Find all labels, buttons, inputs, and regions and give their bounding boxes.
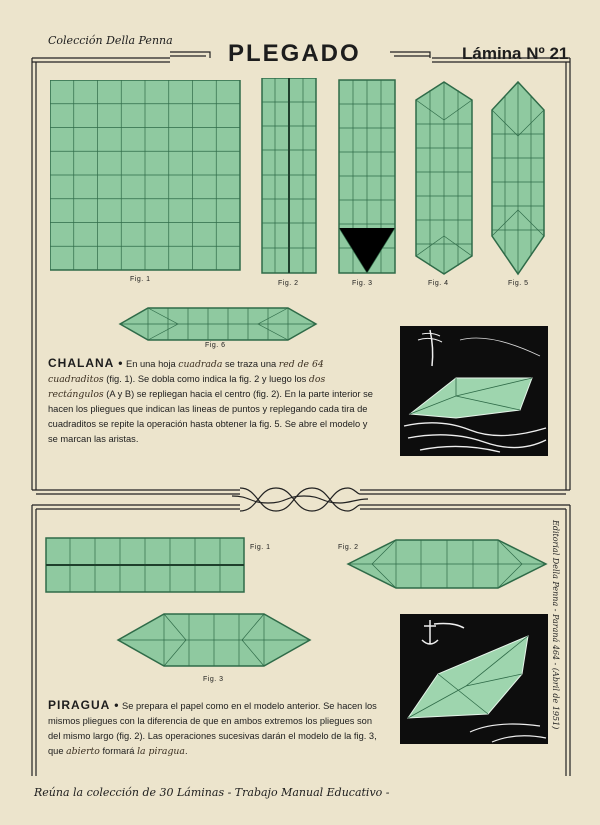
piragua-fig1-strip <box>44 536 246 594</box>
piragua-text-2: formará <box>99 746 138 756</box>
fig6-chalana-model <box>118 302 318 346</box>
piragua-fig3-label: Fig. 3 <box>203 676 224 683</box>
chalana-text-2: se traza una <box>222 359 279 369</box>
piragua-illustration <box>400 614 548 744</box>
chalana-text-4: (A y B) se repliegan hacia el centro (fig. 2). En la parte interior se hacen los pliegues que indican las lineas de puntos y replegando cada tira de cuadraditos se repite la operación hasta obtener la fig. 5. Se abre el modelo y se marcan las aristas. <box>48 389 373 444</box>
footer-note: Reúna la colección de 30 Láminas - Trabajo Manual Educativo - <box>34 786 390 799</box>
fig1-label: Fig. 1 <box>130 276 151 283</box>
piragua-fig2-model <box>346 536 548 592</box>
publisher-side-text: Editorial Della Penna - Paraná 464 - (Abril de 1951) <box>551 520 560 730</box>
chalana-heading: CHALANA • <box>48 356 124 370</box>
fig4-label: Fig. 4 <box>428 280 449 287</box>
piragua-text-3: . <box>184 746 188 756</box>
fig5-label: Fig. 5 <box>508 280 529 287</box>
chalana-text-italic-1: cuadrada <box>178 359 223 370</box>
chalana-text-italic-2: red de 64 cuadraditos <box>48 359 324 385</box>
fig5-boat-strip <box>488 80 550 276</box>
chalana-text-italic-3: dos rectángulos <box>48 374 326 400</box>
chalana-text <box>48 356 376 447</box>
piragua-fig2-label: Fig. 2 <box>338 544 359 551</box>
chalana-illustration <box>400 326 548 456</box>
fig6-label: Fig. 6 <box>205 342 226 349</box>
piragua-text-1: Se prepara el papel como en el modelo anterior. Se hacen los mismos pliegues con la diferencia de que en ambos extremos los pliegues son del mismo largo (fig. 2). Las operaciones sucesivas darán el modelo de la fig. 3, que <box>48 701 377 756</box>
piragua-heading: PIRAGUA • <box>48 698 120 712</box>
chalana-text-1: En una hoja <box>126 359 179 369</box>
piragua-text-italic-1: abierto <box>66 746 100 757</box>
fig2-label: Fig. 2 <box>278 280 299 287</box>
page-title: PLEGADO <box>228 40 361 67</box>
chalana-text-3: (fig. 1). Se dobla como indica la fig. 2 y luego los <box>103 374 309 384</box>
piragua-text-italic-2: la piragua <box>137 746 185 757</box>
fig4-pointed-strip <box>412 80 476 276</box>
plate-number: Lámina Nº 21 <box>462 44 569 63</box>
fig3-label: Fig. 3 <box>352 280 373 287</box>
fig2-folded-strip <box>260 78 320 278</box>
brand-logo: Colección Della Penna <box>48 34 173 47</box>
fig3-folded-strip <box>336 78 400 278</box>
fig1-square-grid <box>50 80 242 272</box>
piragua-fig1-label: Fig. 1 <box>250 544 271 551</box>
piragua-text <box>48 698 384 759</box>
piragua-fig3-model <box>116 610 312 670</box>
